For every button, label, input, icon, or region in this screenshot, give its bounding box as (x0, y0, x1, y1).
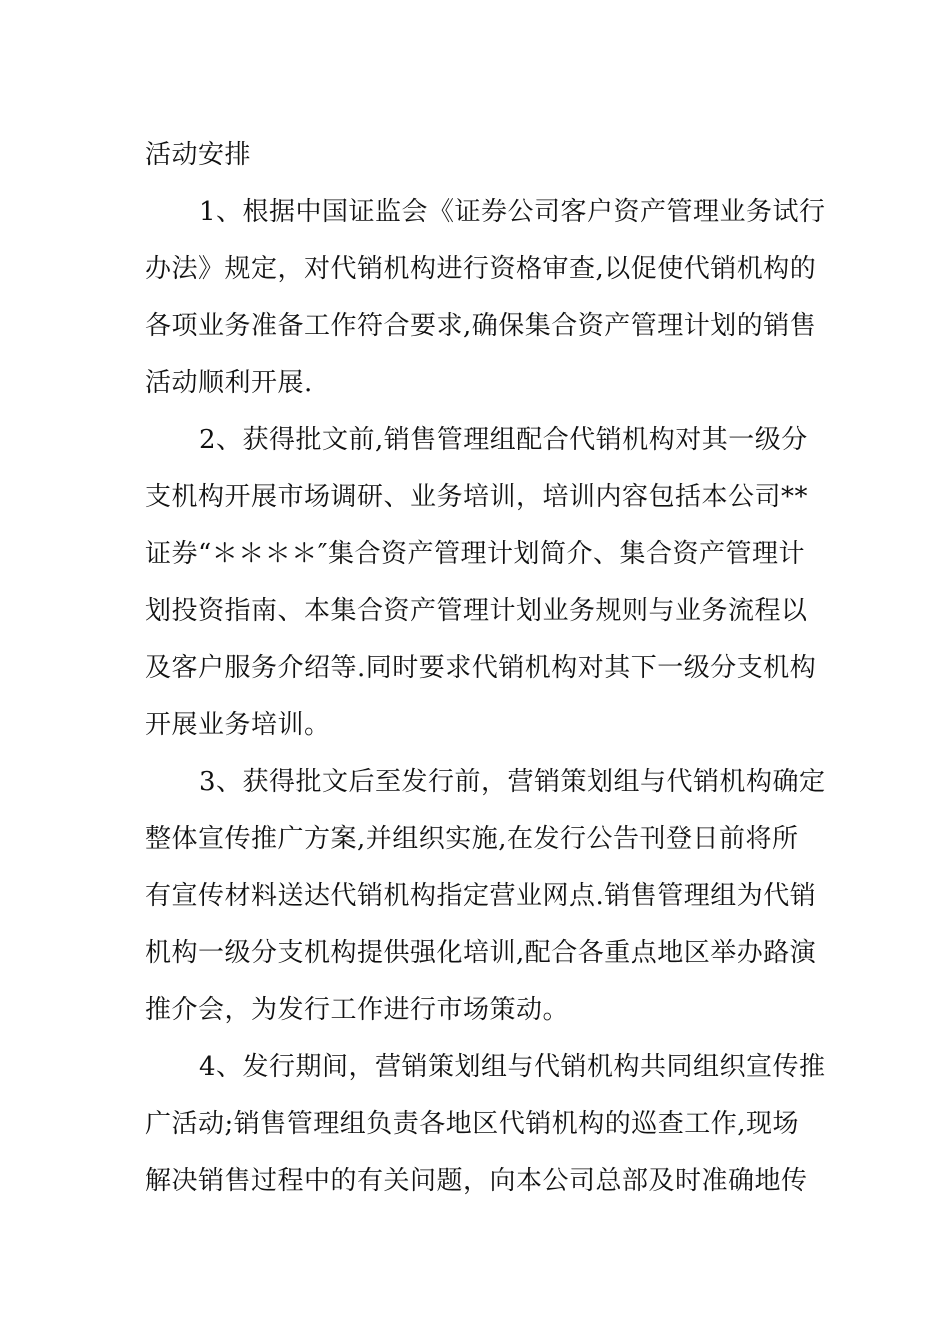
paragraph-2-line-3: 证券“＊＊＊＊″集合资产管理计划简介、集合资产管理计 (145, 539, 806, 569)
paragraph-4-line-2: 广活动;销售管理组负责各地区代销机构的巡查工作,现场 (145, 1109, 800, 1139)
paragraph-2-line-6: 开展业务培训。 (145, 710, 331, 740)
paragraph-2-line-1: 2、获得批文前,销售管理组配合代销机构对其一级分 (199, 425, 808, 455)
paragraph-3-line-4: 机构一级分支机构提供强化培训,配合各重点地区举办路演 (145, 938, 817, 968)
paragraph-3-line-3: 有宣传材料送达代销机构指定营业网点.销售管理组为代销 (145, 881, 817, 911)
paragraph-2-line-4: 划投资指南、本集合资产管理计划业务规则与业务流程以 (145, 596, 808, 626)
paragraph-1-line-3: 各项业务准备工作符合要求,确保集合资产管理计划的销售 (145, 311, 817, 341)
paragraph-1-line-4: 活动顺利开展. (145, 368, 313, 398)
paragraph-4-line-1: 4、发行期间，营销策划组与代销机构共同组织宣传推 (199, 1052, 826, 1082)
section-heading: 活动安排 (145, 140, 252, 170)
paragraph-2-line-5: 及客户服务介绍等.同时要求代销机构对其下一级分支机构 (145, 653, 817, 683)
paragraph-3-line-1: 3、获得批文后至发行前，营销策划组与代销机构确定 (199, 767, 826, 797)
paragraph-3-line-2: 整体宣传推广方案,并组织实施,在发行公告刊登日前将所 (145, 824, 799, 854)
paragraph-1-line-2: 办法》规定，对代销机构进行资格审查,以促使代销机构的 (145, 254, 817, 284)
paragraph-4-line-3: 解决销售过程中的有关问题，向本公司总部及时准确地传 (145, 1166, 808, 1196)
paragraph-3-line-5: 推介会，为发行工作进行市场策动。 (145, 995, 570, 1025)
paragraph-1-line-1: 1、根据中国证监会《证券公司客户资产管理业务试行 (199, 197, 826, 227)
paragraph-2-line-2: 支机构开展市场调研、业务培训，培训内容包括本公司** (145, 482, 809, 512)
